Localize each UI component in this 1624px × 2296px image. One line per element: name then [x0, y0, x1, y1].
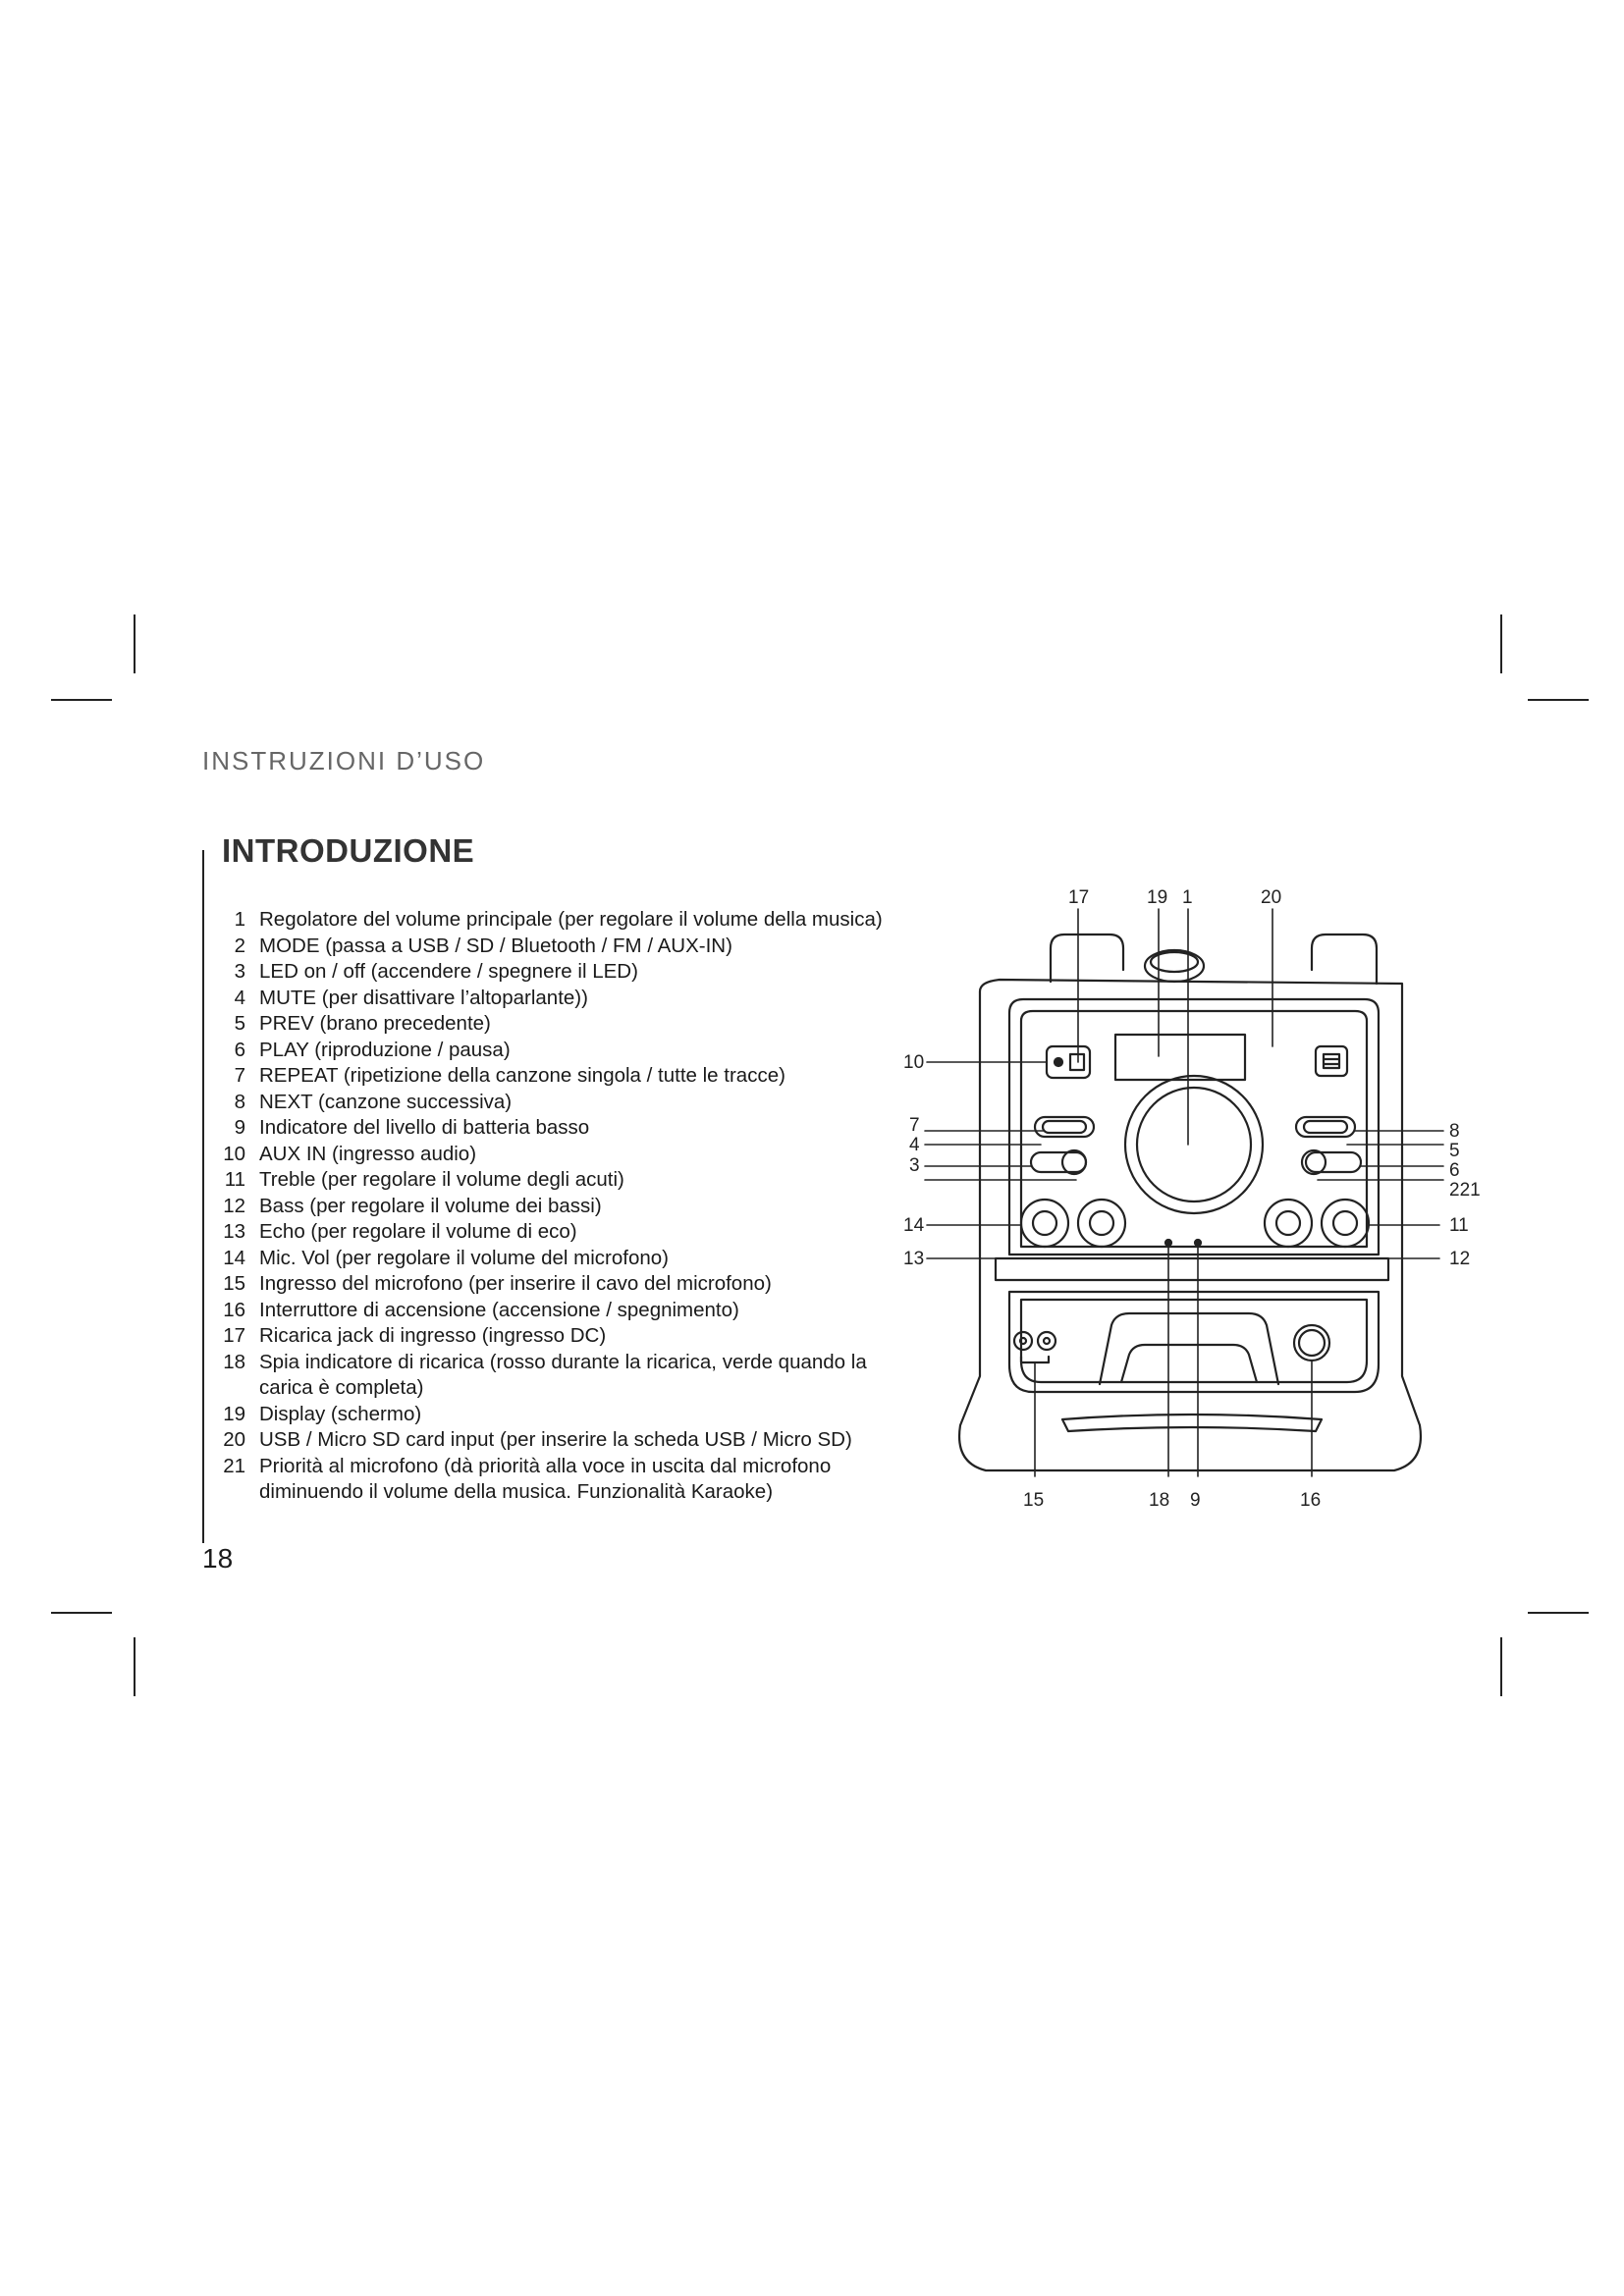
- echo-knob: [1078, 1200, 1125, 1247]
- usb-port-icon: [1324, 1054, 1339, 1068]
- item-number: 19: [223, 1402, 245, 1425]
- mode-led-button: [1031, 1152, 1086, 1172]
- item-text: Display (schermo): [259, 1402, 422, 1425]
- list-item: [216, 1271, 884, 1298]
- separator-bar: [996, 1258, 1388, 1280]
- item-text: NEXT (canzone successiva): [259, 1090, 513, 1113]
- item-text: MUTE (per disattivare l’altoparlante)): [259, 986, 588, 1009]
- crop-mark: [1500, 614, 1502, 673]
- dc-jack-icon: [1070, 1054, 1084, 1070]
- lower-grip: [1100, 1313, 1278, 1384]
- callout-label: 15: [1023, 1490, 1045, 1511]
- usb-panel: [1316, 1046, 1347, 1076]
- list-item: [216, 1167, 884, 1194]
- handle-left-bracket: [1051, 934, 1123, 982]
- item-number: 15: [223, 1272, 245, 1295]
- display-screen: [1115, 1035, 1245, 1080]
- item-number: 13: [223, 1220, 245, 1243]
- callout-label: 19: [1147, 887, 1168, 908]
- item-text: LED on / off (accendere / spegnere il LED): [259, 960, 638, 983]
- item-text: Indicatore del livello di batteria basso: [259, 1116, 590, 1139]
- callout-label: 6: [1449, 1160, 1460, 1181]
- list-item: [216, 1090, 884, 1116]
- callout-label: 18: [1149, 1490, 1170, 1511]
- callout-label: 13: [903, 1249, 925, 1269]
- speaker-body: [959, 980, 1421, 1470]
- item-text: Bass (per regolare il volume dei bassi): [259, 1194, 602, 1217]
- bottom-slot: [1062, 1415, 1322, 1431]
- play-button: [1306, 1152, 1361, 1172]
- item-number: 21: [223, 1454, 245, 1477]
- mic-input-icon: [1014, 1332, 1032, 1350]
- list-item: [216, 907, 884, 934]
- callout-label: 17: [1068, 887, 1090, 908]
- callout-label: 12: [1449, 1249, 1471, 1269]
- feature-list: [216, 907, 884, 1506]
- list-item: [216, 1194, 884, 1220]
- item-text: Mic. Vol (per regolare il volume del microfono): [259, 1246, 669, 1269]
- running-header: INSTRUZIONI D’USO: [202, 746, 486, 775]
- crop-mark: [51, 699, 112, 701]
- item-text: Treble (per regolare il volume degli acuti): [259, 1168, 624, 1191]
- section-title: INTRODUZIONE: [222, 832, 475, 869]
- crop-mark: [134, 614, 135, 673]
- item-number: 12: [223, 1194, 245, 1217]
- list-item: [216, 1402, 884, 1428]
- callout-label: 8: [1449, 1121, 1460, 1142]
- list-item: [216, 1115, 884, 1142]
- section-rule: [202, 850, 204, 1543]
- list-item: [216, 1350, 884, 1402]
- list-item: [216, 1298, 884, 1324]
- callout-label: 16: [1300, 1490, 1322, 1511]
- item-number: 14: [223, 1246, 245, 1269]
- list-item: [216, 1246, 884, 1272]
- item-number: 7: [234, 1064, 245, 1087]
- list-item: [216, 1063, 884, 1090]
- list-item: [216, 986, 884, 1012]
- item-number: 17: [223, 1324, 245, 1347]
- item-number: 11: [224, 1168, 245, 1191]
- item-text: AUX IN (ingresso audio): [259, 1142, 477, 1165]
- speaker-diagram: [884, 874, 1492, 1522]
- item-number: 18: [223, 1350, 245, 1373]
- mic-input-icon: [1038, 1332, 1056, 1350]
- page-number: 18: [202, 1543, 234, 1574]
- list-item: [216, 1038, 884, 1064]
- list-item: [216, 1142, 884, 1168]
- callout-label: 3: [909, 1155, 920, 1176]
- item-number: 5: [234, 1012, 245, 1035]
- item-text: Priorità al microfono (dà priorità alla voce in uscita dal microfono diminuendo il volume della musica. Funzionalità Karaoke): [259, 1454, 832, 1503]
- item-number: 3: [234, 960, 245, 983]
- item-number: 6: [234, 1038, 245, 1061]
- mic-vol-knob: [1021, 1200, 1068, 1247]
- bass-knob: [1265, 1200, 1312, 1247]
- item-text: PLAY (riproduzione / pausa): [259, 1038, 511, 1061]
- lower-panel: [1009, 1292, 1379, 1392]
- callout-label: 9: [1190, 1490, 1201, 1511]
- callout-label: 5: [1449, 1141, 1460, 1161]
- item-text: Spia indicatore di ricarica (rosso durante la ricarica, verde quando la carica è completa): [259, 1350, 867, 1399]
- item-text: Ricarica jack di ingresso (ingresso DC): [259, 1324, 607, 1347]
- callout-label: 11: [1449, 1215, 1469, 1236]
- item-text: Ingresso del microfono (per inserire il cavo del microfono): [259, 1272, 772, 1295]
- list-item: [216, 959, 884, 986]
- crop-mark: [1528, 699, 1589, 701]
- list-item: [216, 1427, 884, 1454]
- list-item: [216, 1011, 884, 1038]
- list-item: [216, 934, 884, 960]
- callout-label: 7: [909, 1115, 920, 1136]
- crop-mark: [134, 1637, 135, 1696]
- callout-label: 4: [909, 1135, 920, 1155]
- item-number: 20: [223, 1428, 245, 1451]
- item-text: MODE (passa a USB / SD / Bluetooth / FM / AUX-IN): [259, 934, 732, 957]
- item-number: 10: [223, 1142, 245, 1165]
- item-number: 16: [223, 1298, 245, 1321]
- item-text: Interruttore di accensione (accensione / spegnimento): [259, 1298, 739, 1321]
- callout-label: 14: [903, 1215, 925, 1236]
- item-text: PREV (brano precedente): [259, 1012, 491, 1035]
- aux-jack-icon: [1055, 1058, 1062, 1066]
- item-text: Regolatore del volume principale (per regolare il volume della musica): [259, 908, 883, 931]
- list-item: [216, 1219, 884, 1246]
- handle-right-bracket: [1312, 934, 1377, 984]
- item-text: REPEAT (ripetizione della canzone singola / tutte le tracce): [259, 1064, 785, 1087]
- item-number: 8: [234, 1090, 245, 1113]
- callout-label: 221: [1449, 1180, 1481, 1201]
- crop-mark: [1528, 1612, 1589, 1614]
- crop-mark: [1500, 1637, 1502, 1696]
- item-number: 9: [234, 1116, 245, 1139]
- item-number: 4: [234, 986, 245, 1009]
- list-item: [216, 1454, 884, 1506]
- main-volume-knob: [1125, 1076, 1263, 1213]
- callout-label: 10: [903, 1052, 925, 1073]
- treble-knob: [1322, 1200, 1369, 1247]
- item-text: USB / Micro SD card input (per inserire la scheda USB / Micro SD): [259, 1428, 852, 1451]
- item-text: Echo (per regolare il volume di eco): [259, 1220, 577, 1243]
- item-number: 1: [234, 908, 245, 931]
- callout-label: 1: [1182, 887, 1193, 908]
- list-item: [216, 1323, 884, 1350]
- item-number: 2: [234, 934, 245, 957]
- crop-mark: [51, 1612, 112, 1614]
- callout-label: 20: [1261, 887, 1282, 908]
